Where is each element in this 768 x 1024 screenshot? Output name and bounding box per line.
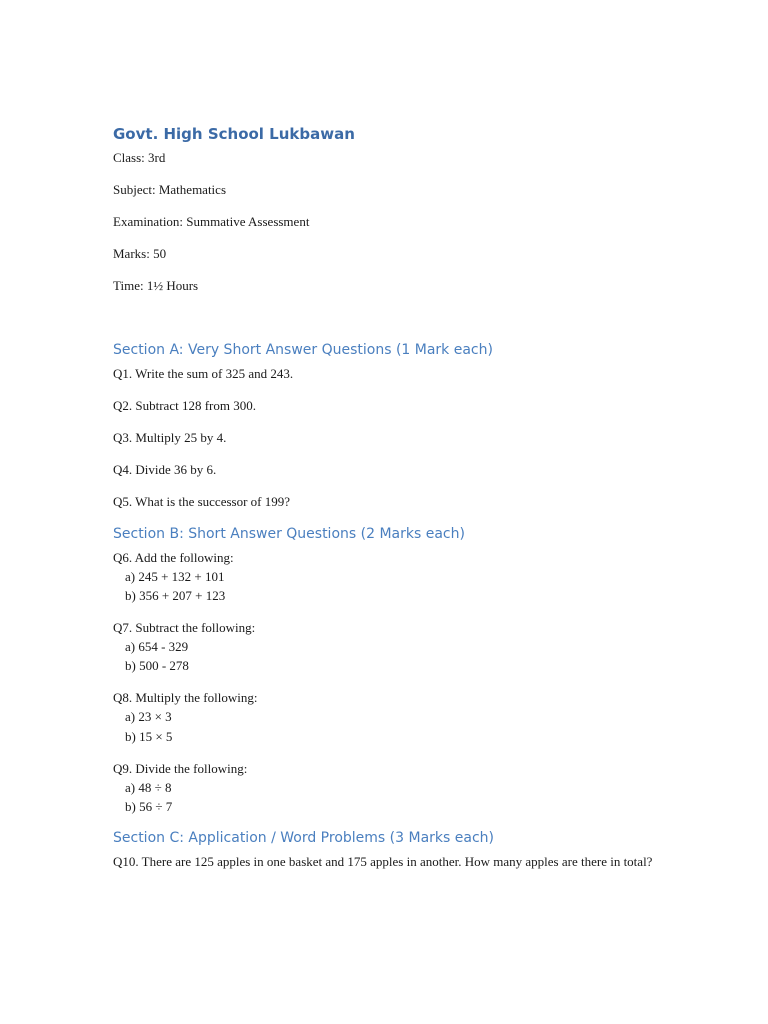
class-line: Class: 3rd — [113, 150, 166, 165]
question-q10: Q10. There are 125 apples in one basket and 175 apples in another. How many apples are there in total? — [113, 854, 653, 869]
section-c-heading: Section C: Application / Word Problems (3 Marks each) — [113, 830, 494, 846]
section-a-heading: Section A: Very Short Answer Questions (1 Mark each) — [113, 342, 493, 358]
question-q6-part-a: a) 245 + 132 + 101 — [125, 569, 225, 584]
question-q9-part-b: b) 56 ÷ 7 — [125, 799, 173, 814]
question-q3: Q3. Multiply 25 by 4. — [113, 430, 227, 445]
subject-line: Subject: Mathematics — [113, 182, 227, 197]
question-q5: Q5. What is the successor of 199? — [113, 494, 291, 509]
question-q8-part-b: b) 15 × 5 — [125, 729, 173, 744]
marks-line: Marks: 50 — [113, 246, 167, 261]
section-b-heading: Section B: Short Answer Questions (2 Marks each) — [113, 526, 465, 542]
question-q9: Q9. Divide the following: — [113, 761, 248, 776]
time-line: Time: 1½ Hours — [113, 278, 199, 293]
question-q8-part-a: a) 23 × 3 — [125, 709, 172, 724]
question-q6: Q6. Add the following: — [113, 550, 234, 565]
question-q9-part-a: a) 48 ÷ 8 — [125, 780, 172, 795]
question-q1: Q1. Write the sum of 325 and 243. — [113, 366, 294, 381]
question-q6-part-b: b) 356 + 207 + 123 — [125, 588, 226, 603]
question-q8: Q8. Multiply the following: — [113, 690, 258, 705]
question-q2: Q2. Subtract 128 from 300. — [113, 398, 256, 413]
school-name: Govt. High School Lukbawan — [113, 125, 355, 143]
question-q7-part-a: a) 654 - 329 — [125, 639, 189, 654]
exam-paper-page — [113, 0, 658, 1024]
question-q7: Q7. Subtract the following: — [113, 620, 256, 635]
examination-line: Examination: Summative Assessment — [113, 214, 310, 229]
question-q7-part-b: b) 500 - 278 — [125, 658, 189, 673]
question-q4: Q4. Divide 36 by 6. — [113, 462, 217, 477]
